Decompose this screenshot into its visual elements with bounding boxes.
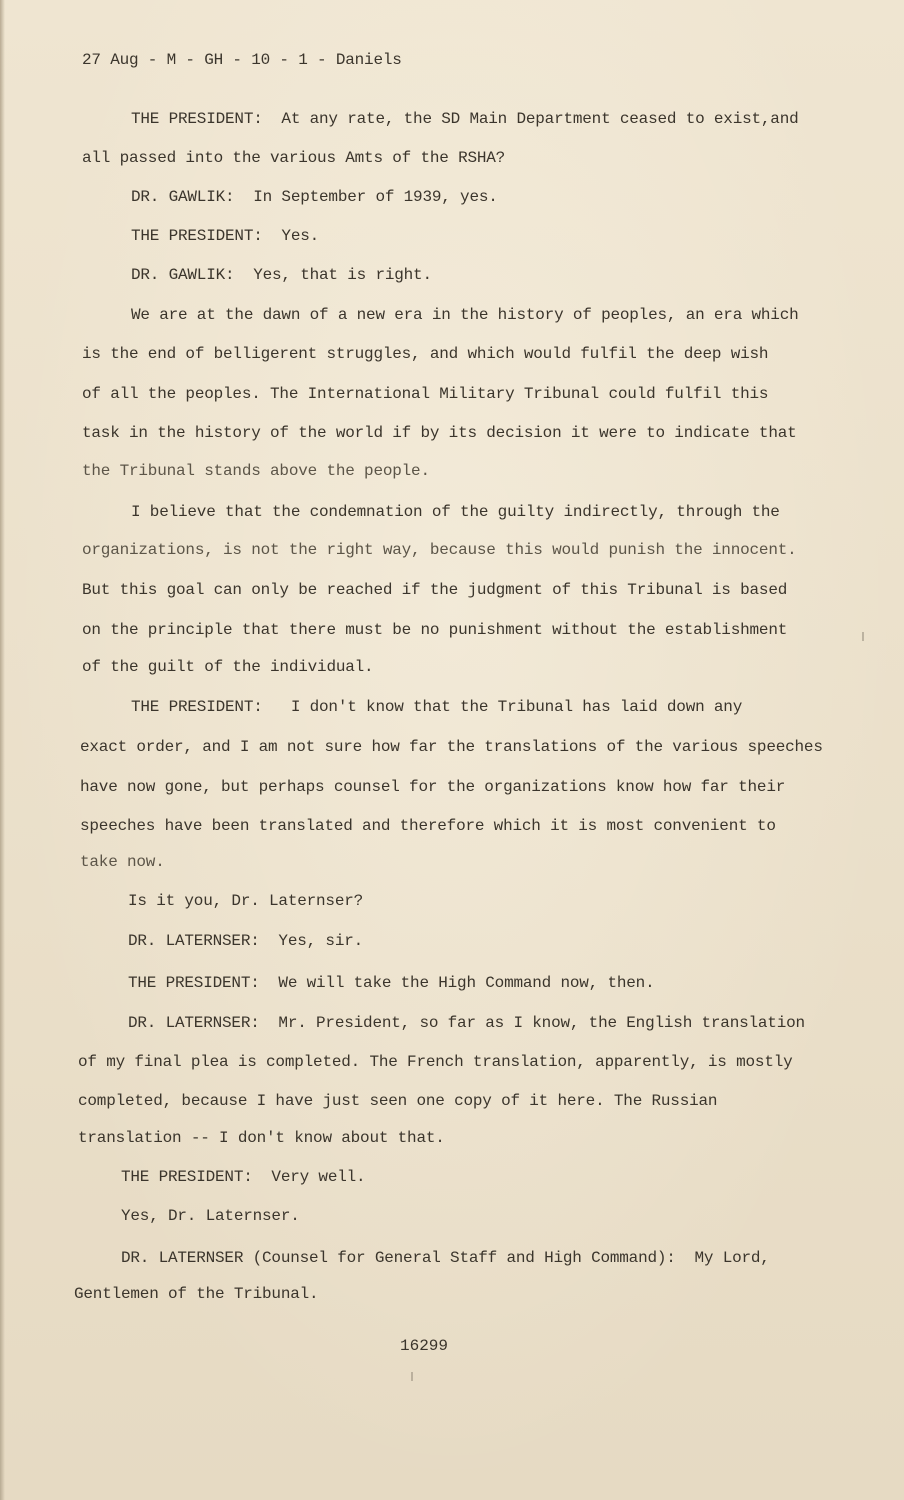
transcript-line: DR. GAWLIK: In September of 1939, yes.	[131, 188, 498, 206]
transcript-line: THE PRESIDENT: I don't know that the Tribunal has laid down any	[131, 698, 743, 716]
transcript-line: on the principle that there must be no punishment without the establishment	[82, 621, 788, 639]
transcript-line: translation -- I don't know about that.	[78, 1129, 445, 1147]
page-number: 16299	[400, 1337, 449, 1355]
transcript-line: DR. LATERNSER: Mr. President, so far as I know, the English translation	[128, 1014, 805, 1032]
transcript-line: I believe that the condemnation of the guilty indirectly, through the	[131, 503, 780, 521]
transcript-line: speeches have been translated and therefore which it is most convenient to	[80, 817, 776, 835]
transcript-line: THE PRESIDENT: Yes.	[131, 227, 320, 245]
transcript-line: all passed into the various Amts of the RSHA?	[82, 149, 506, 167]
transcript-line: Yes, Dr. Laternser.	[121, 1207, 300, 1225]
transcript-line: the Tribunal stands above the people.	[82, 462, 430, 480]
transcript-line: completed, because I have just seen one copy of it here. The Russian	[78, 1092, 718, 1110]
transcript-line: of the guilt of the individual.	[82, 658, 374, 676]
transcript-line: Is it you, Dr. Laternser?	[128, 892, 364, 910]
transcript-line: DR. LATERNSER (Counsel for General Staff and High Command): My Lord,	[121, 1249, 770, 1267]
transcript-line: THE PRESIDENT: At any rate, the SD Main Department ceased to exist,and	[131, 110, 799, 128]
transcript-line: is the end of belligerent struggles, and which would fulfil the deep wish	[82, 345, 769, 363]
transcript-line: THE PRESIDENT: Very well.	[121, 1168, 366, 1186]
transcript-line: organizations, is not the right way, because this would punish the innocent.	[82, 541, 797, 559]
transcript-line: We are at the dawn of a new era in the history of peoples, an era which	[131, 306, 799, 324]
paper-mark	[411, 1372, 413, 1381]
transcript-line: of my final plea is completed. The French translation, apparently, is mostly	[78, 1053, 793, 1071]
transcript-line: exact order, and I am not sure how far the translations of the various speeches	[80, 738, 823, 756]
page-edge-shadow	[0, 0, 5, 1500]
transcript-line: take now.	[80, 853, 165, 871]
transcript-line: But this goal can only be reached if the judgment of this Tribunal is based	[82, 581, 788, 599]
transcript-line: of all the peoples. The International Military Tribunal could fulfil this	[82, 385, 769, 403]
paper-mark	[862, 632, 864, 641]
transcript-line: task in the history of the world if by its decision it were to indicate that	[82, 424, 797, 442]
transcript-line: THE PRESIDENT: We will take the High Command now, then.	[128, 974, 655, 992]
transcript-line: Gentlemen of the Tribunal.	[74, 1285, 319, 1303]
transcript-line: DR. GAWLIK: Yes, that is right.	[131, 266, 432, 284]
transcript-line: have now gone, but perhaps counsel for the organizations know how far their	[80, 778, 786, 796]
page-header: 27 Aug - M - GH - 10 - 1 - Daniels	[82, 51, 402, 69]
transcript-line: DR. LATERNSER: Yes, sir.	[128, 932, 364, 950]
